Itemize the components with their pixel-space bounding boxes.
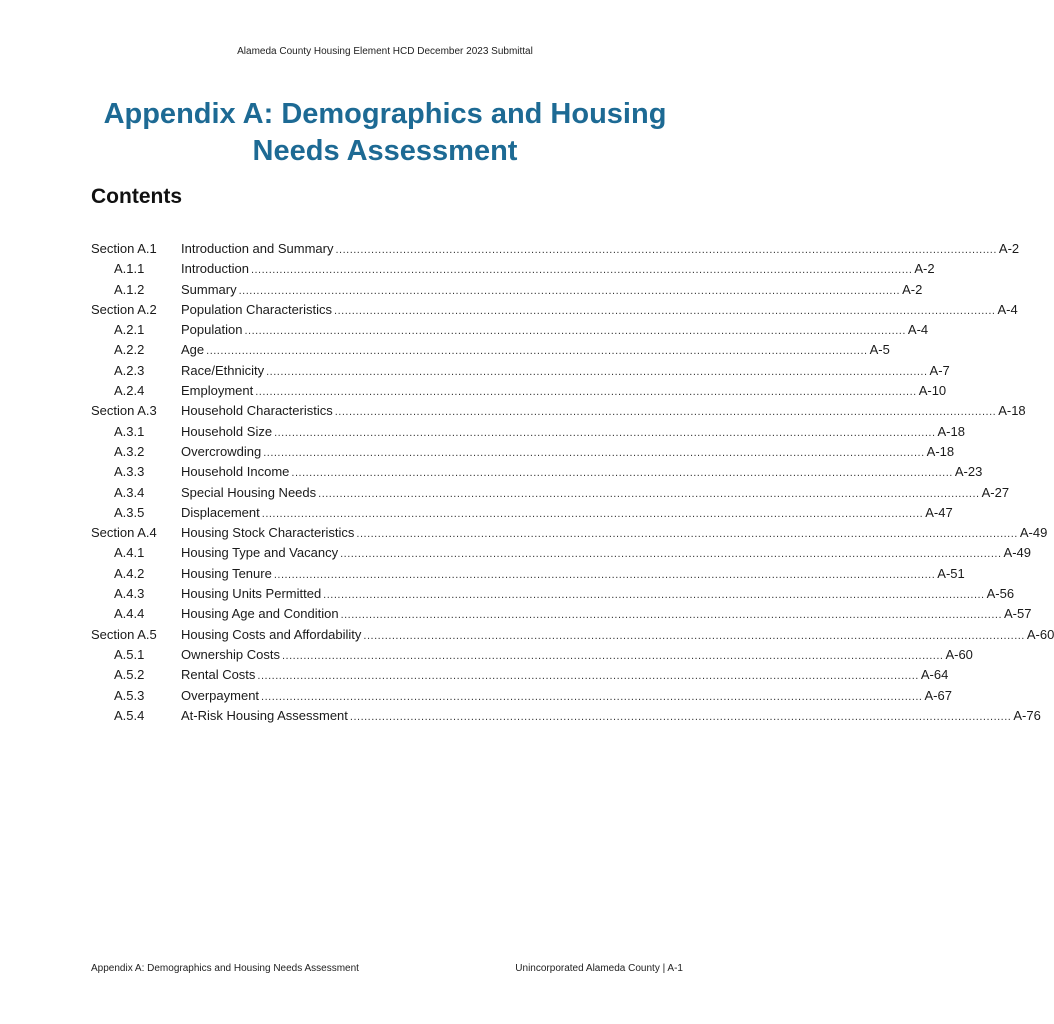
toc-entry[interactable] [91,383,947,403]
toc-entry-title: Housing Stock Characteristics [181,525,355,541]
toc-entry-page: A-49 [1019,525,1048,541]
toc-entry-title: Household Size [181,423,273,439]
toc-entry-title: Displacement [181,504,260,520]
toc-dot-leader: .......................................................................................................................................................................................... [273,568,936,581]
toc-entry-title: Special Housing Needs [181,484,317,500]
toc-entry[interactable] [91,646,973,667]
page-footer [91,963,683,974]
toc-entry-page: A-49 [1003,545,1031,561]
toc-entry-number: A.2.3 [114,362,145,378]
toc-entry-title: Overcrowding [181,443,262,459]
table-of-contents [91,241,1054,728]
toc-entry-title: Household Income [181,464,290,480]
toc-entry-number: A.5.2 [114,667,145,683]
toc-entry-title: Employment [181,383,254,399]
toc-entry[interactable] [91,707,1041,728]
toc-entry-number: Section A.2 [91,301,157,317]
toc-entry-title: Housing Units Permitted [181,586,322,602]
toc-entry-number: Section A.4 [91,525,157,541]
toc-dot-leader: .......................................................................................................................................................................................... [261,507,924,520]
toc-entry[interactable] [91,484,1010,505]
toc-dot-leader: .......................................................................................................................................................................................... [266,365,928,378]
page-title-line-1: Appendix A: Demographics and Housing [103,98,667,130]
toc-entry[interactable] [91,525,1048,545]
toc-entry-page: A-27 [981,484,1010,500]
toc-entry-page: A-60 [1026,626,1054,642]
toc-entry-number: A.4.4 [114,606,145,622]
toc-dot-leader: .......................................................................................................................................................................................... [274,426,936,439]
footer-right-text: Unincorporated Alameda County | A-1 [515,963,683,974]
toc-entry[interactable] [91,504,953,525]
toc-entry-page: A-5 [869,342,890,358]
toc-entry-title: Introduction [181,261,249,277]
toc-entry-number: A.1.2 [114,281,145,297]
toc-entry-page: A-76 [1013,707,1041,723]
toc-entry-title: Race/Ethnicity [181,362,265,378]
toc-entry[interactable] [91,281,923,302]
toc-entry-number: A.4.1 [114,545,145,561]
toc-entry-title: Overpayment [181,687,260,703]
toc-entry-number: A.5.4 [114,707,145,723]
toc-dot-leader: .......................................................................................................................................................................................... [318,487,980,500]
toc-dot-leader: .......................................................................................................................................................................................... [335,244,997,256]
toc-entry[interactable] [91,301,1018,322]
toc-dot-leader: .......................................................................................................................................................................................... [323,589,985,602]
toc-dot-leader: .......................................................................................................................................................................................... [356,528,1018,541]
toc-entry-title: Housing Costs and Affordability [181,626,362,642]
toc-dot-leader: .......................................................................................................................................................................................... [334,406,997,419]
toc-entry-number: A.1.1 [114,261,145,277]
toc-entry-page: A-60 [945,646,973,662]
toc-entry[interactable] [91,464,983,484]
toc-entry[interactable] [91,545,1031,565]
toc-entry-number: A.3.1 [114,423,145,439]
running-header: Alameda County Housing Element HCD December 2023 Submittal [237,46,533,57]
toc-dot-leader: .......................................................................................................................................................................................... [363,629,1025,642]
toc-entry-title: Housing Age and Condition [181,606,339,622]
page-title-line-2: Needs Assessment [252,135,518,167]
toc-dot-leader: .......................................................................................................................................................................................... [334,304,996,317]
toc-entry-number: A.3.3 [114,464,145,480]
toc-entry-number: A.3.5 [114,504,145,520]
toc-dot-leader: .......................................................................................................................................................................................... [238,284,901,297]
toc-entry-number: Section A.5 [91,626,157,642]
toc-entry-title: Rental Costs [181,667,256,683]
toc-entry-number: A.4.3 [114,586,145,602]
toc-dot-leader: .......................................................................................................................................................................................... [206,345,868,358]
toc-entry-page: A-67 [924,687,952,703]
toc-entry-number: A.2.2 [114,342,145,358]
toc-entry-number: A.2.1 [114,322,145,338]
toc-entry[interactable] [91,443,955,464]
toc-entry[interactable] [91,606,1032,626]
toc-entry-page: A-4 [907,322,929,338]
toc-entry-page: A-2 [914,261,935,277]
footer-left-text: Appendix A: Demographics and Housing Needs Assessment [91,963,359,974]
toc-entry-page: A-57 [1004,606,1032,622]
toc-entry-number: A.3.2 [114,443,145,459]
toc-dot-leader: .......................................................................................................................................................................................... [257,670,919,683]
toc-entry-page: A-51 [937,565,965,581]
toc-entry[interactable] [91,241,1020,261]
toc-entry[interactable] [91,626,1054,647]
contents-heading: Contents [91,185,182,208]
toc-entry-page: A-18 [926,443,955,459]
toc-entry-number: Section A.1 [91,241,157,256]
toc-dot-leader: .......................................................................................................................................................................................... [349,710,1012,723]
toc-entry-title: Housing Type and Vacancy [181,545,339,561]
toc-dot-leader: .......................................................................................................................................................................................... [340,609,1003,622]
toc-entry[interactable] [91,423,965,444]
toc-entry-page: A-2 [902,281,923,297]
toc-entry[interactable] [91,667,949,687]
toc-entry-title: Housing Tenure [181,565,272,581]
toc-entry[interactable] [91,687,952,708]
toc-dot-leader: .......................................................................................................................................................................................... [263,446,925,459]
toc-dot-leader: .......................................................................................................................................................................................... [261,690,923,703]
page-title [60,96,710,170]
toc-entry-title: Household Characteristics [181,403,333,419]
toc-entry-page: A-64 [920,667,949,683]
toc-entry[interactable] [91,342,890,362]
toc-entry-page: A-10 [918,383,947,399]
toc-entry-page: A-18 [998,403,1026,419]
toc-entry[interactable] [91,322,929,342]
toc-dot-leader: .......................................................................................................................................................................................... [291,467,953,480]
toc-entry-title: At-Risk Housing Assessment [181,707,348,723]
toc-entry-page: A-2 [998,241,1020,256]
toc-entry-title: Ownership Costs [181,646,280,662]
toc-dot-leader: .......................................................................................................................................................................................... [340,548,1002,561]
toc-entry[interactable] [91,586,1015,606]
toc-entry-title: Introduction and Summary [181,241,334,256]
toc-entry-page: A-4 [997,301,1018,317]
toc-entry-number: A.4.2 [114,565,145,581]
toc-entry[interactable] [91,565,965,586]
toc-entry-number: A.5.3 [114,687,145,703]
toc-entry-page: A-7 [929,362,950,378]
toc-entry-page: A-56 [986,586,1015,602]
toc-entry-title: Population Characteristics [181,301,333,317]
toc-dot-leader: .......................................................................................................................................................................................... [244,325,906,338]
toc-entry-title: Summary [181,281,237,297]
toc-entry-page: A-18 [937,423,965,439]
toc-entry-number: A.3.4 [114,484,145,500]
toc-entry-number: A.2.4 [114,383,145,399]
toc-dot-leader: .......................................................................................................................................................................................... [250,264,913,277]
toc-entry[interactable] [91,261,935,281]
toc-dot-leader: .......................................................................................................................................................................................... [255,386,917,399]
toc-entry-title: Age [181,342,205,358]
toc-entry-page: A-47 [925,504,953,520]
toc-entry[interactable] [91,403,1026,423]
toc-dot-leader: .......................................................................................................................................................................................... [281,649,944,662]
toc-entry-number: A.5.1 [114,646,145,662]
toc-entry-number: Section A.3 [91,403,157,419]
toc-entry-page: A-23 [954,464,983,480]
toc-entry[interactable] [91,362,950,383]
toc-entry-title: Population [181,322,243,338]
